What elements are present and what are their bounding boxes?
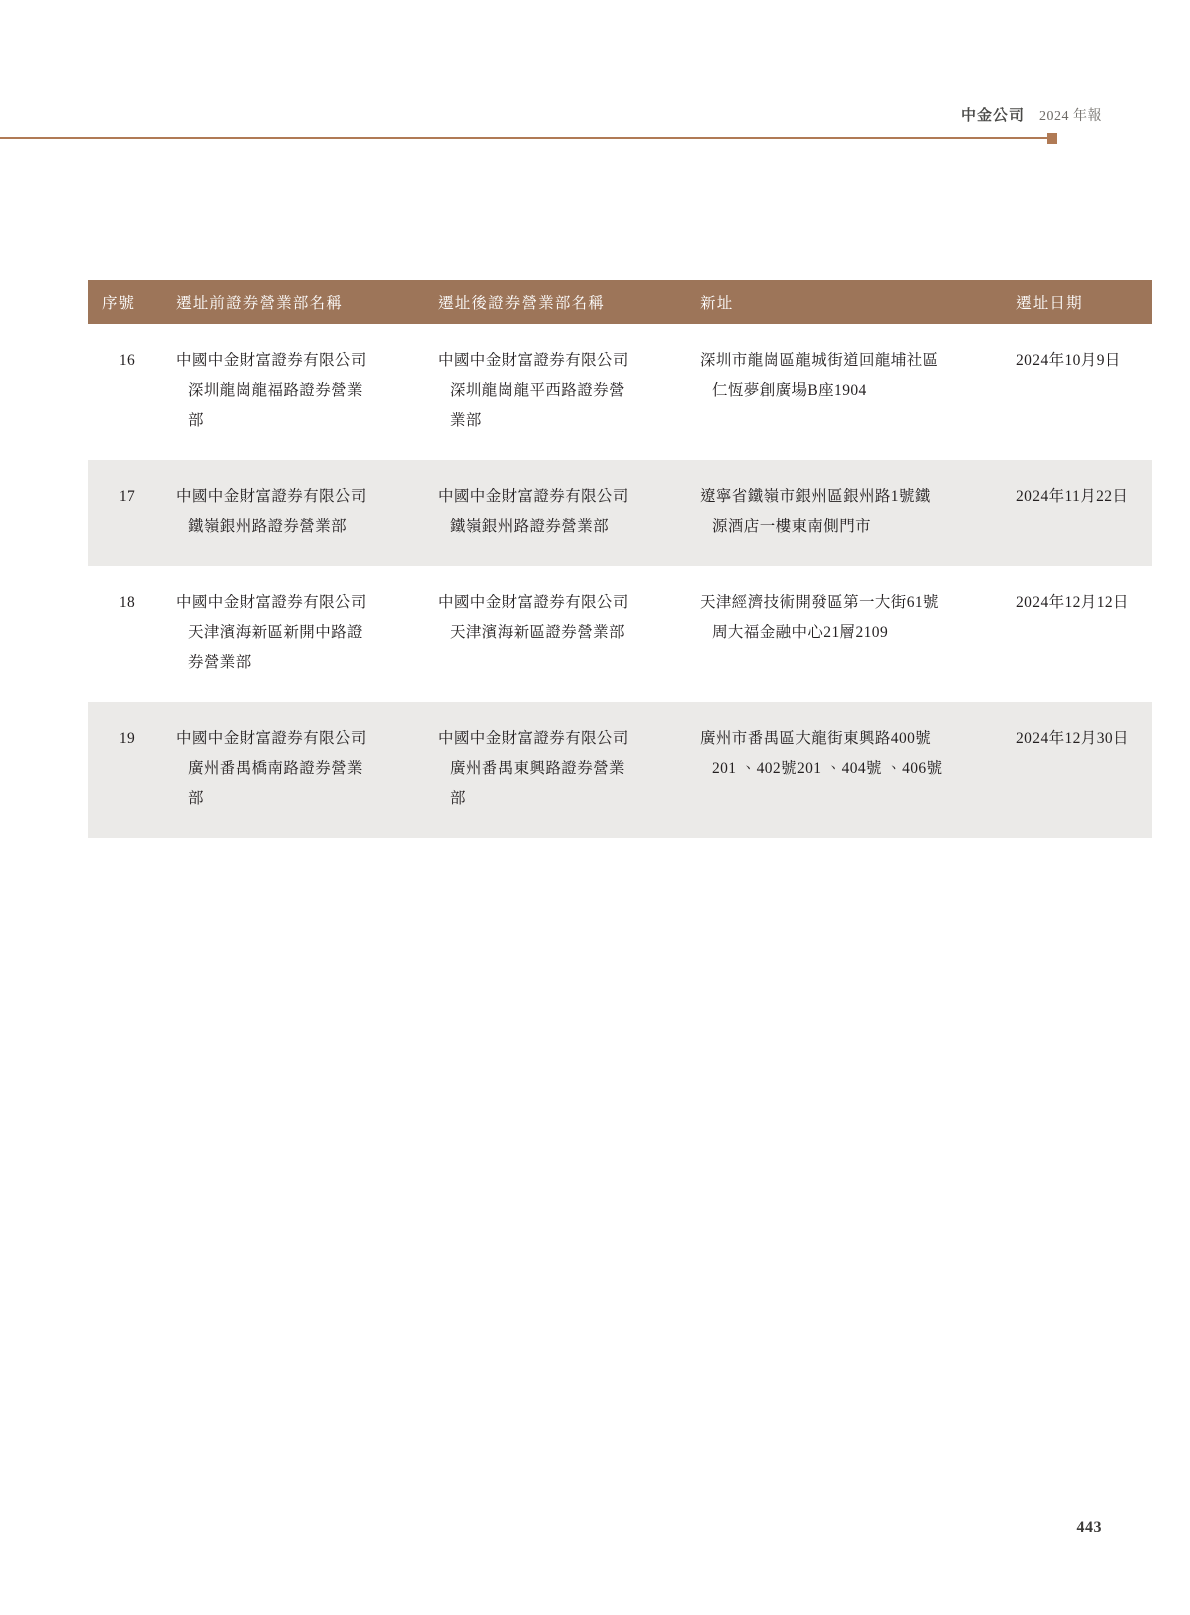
text-line: 中國中金財富證券有限公司 <box>176 352 367 369</box>
text-line: 部 <box>188 790 204 807</box>
text-line: 鐵嶺銀州路證券營業部 <box>188 518 348 535</box>
header-divider <box>0 137 1052 139</box>
table-row <box>88 324 1152 460</box>
page-number: 443 <box>1076 1519 1102 1536</box>
cell-relocation-date: 2024年11月22日 <box>1006 460 1152 566</box>
cell-no: 18 <box>118 594 136 611</box>
table-body <box>88 324 1152 838</box>
cell-new-address <box>690 702 1006 838</box>
text-line: 鐵嶺銀州路證券營業部 <box>450 518 610 535</box>
table-header-row <box>88 280 1152 324</box>
column-header-no: 序號 <box>88 280 166 324</box>
table-row <box>88 702 1152 838</box>
cell-relocation-date: 2024年12月12日 <box>1016 594 1129 611</box>
text-line: 遼寧省鐵嶺市銀州區銀州路1號鐵 <box>700 488 931 505</box>
cell-new-address <box>690 460 1006 566</box>
cell-before-name <box>166 702 428 838</box>
text-line: 廣州市番禺區大龍街東興路400號 <box>700 730 932 747</box>
relocation-table-container <box>88 280 1129 838</box>
column-header-after-name: 遷址後證券營業部名稱 <box>428 280 690 324</box>
cell-before-name <box>166 566 428 702</box>
header-divider-tick <box>1047 133 1057 144</box>
text-line: 業部 <box>450 412 482 429</box>
text-line: 券營業部 <box>188 654 252 671</box>
page-header <box>961 104 1102 125</box>
text-line: 廣州番禺橋南路證券營業 <box>188 760 363 777</box>
column-header-new-address: 新址 <box>690 280 1006 324</box>
text-line: 深圳龍崗龍平西路證券營 <box>450 382 625 399</box>
cell-after-name <box>428 702 690 838</box>
text-line: 天津濱海新區新開中路證 <box>188 624 363 641</box>
cell-new-address <box>690 566 1006 702</box>
text-line: 廣州番禺東興路證券營業 <box>450 760 625 777</box>
text-line: 深圳市龍崗區龍城街道回龍埔社區 <box>700 352 939 369</box>
text-line: 天津濱海新區證券營業部 <box>450 624 625 641</box>
table-row <box>88 460 1152 566</box>
cell-before-name <box>166 460 428 566</box>
text-line: 中國中金財富證券有限公司 <box>176 594 367 611</box>
cell-no: 16 <box>118 352 136 369</box>
cell-relocation-date: 2024年12月30日 <box>1006 702 1152 838</box>
cell-after-name <box>428 460 690 566</box>
relocation-table <box>88 280 1152 838</box>
text-line: 中國中金財富證券有限公司 <box>438 594 629 611</box>
text-line: 周大福金融中心21層2109 <box>712 624 889 641</box>
text-line: 中國中金財富證券有限公司 <box>438 730 629 747</box>
cell-relocation-date: 2024年10月9日 <box>1016 352 1121 369</box>
column-header-relocation-date: 遷址日期 <box>1006 280 1152 324</box>
text-line: 中國中金財富證券有限公司 <box>176 730 367 747</box>
cell-before-name <box>166 324 428 460</box>
text-line: 深圳龍崗龍福路證券營業 <box>188 382 363 399</box>
text-line: 仁恆夢創廣場B座1904 <box>712 382 867 399</box>
cell-after-name <box>428 566 690 702</box>
table-row <box>88 566 1152 702</box>
text-line: 中國中金財富證券有限公司 <box>176 488 367 505</box>
text-line: 中國中金財富證券有限公司 <box>438 488 629 505</box>
cell-new-address <box>690 324 1006 460</box>
text-line: 部 <box>450 790 466 807</box>
text-line: 源酒店一樓東南側門市 <box>712 518 872 535</box>
cell-after-name <box>428 324 690 460</box>
table-header <box>88 280 1152 324</box>
cell-no: 19 <box>88 702 166 838</box>
text-line: 天津經濟技術開發區第一大街61號 <box>700 594 939 611</box>
column-header-before-name: 遷址前證券營業部名稱 <box>166 280 428 324</box>
text-line: 部 <box>188 412 204 429</box>
header-report-year: 2024 年報 <box>1039 109 1102 124</box>
cell-no: 17 <box>88 460 166 566</box>
header-company-name: 中金公司 <box>960 108 1025 124</box>
text-line: 中國中金財富證券有限公司 <box>438 352 629 369</box>
text-line: 201 、402號201 、404號 、406號 <box>712 760 943 777</box>
